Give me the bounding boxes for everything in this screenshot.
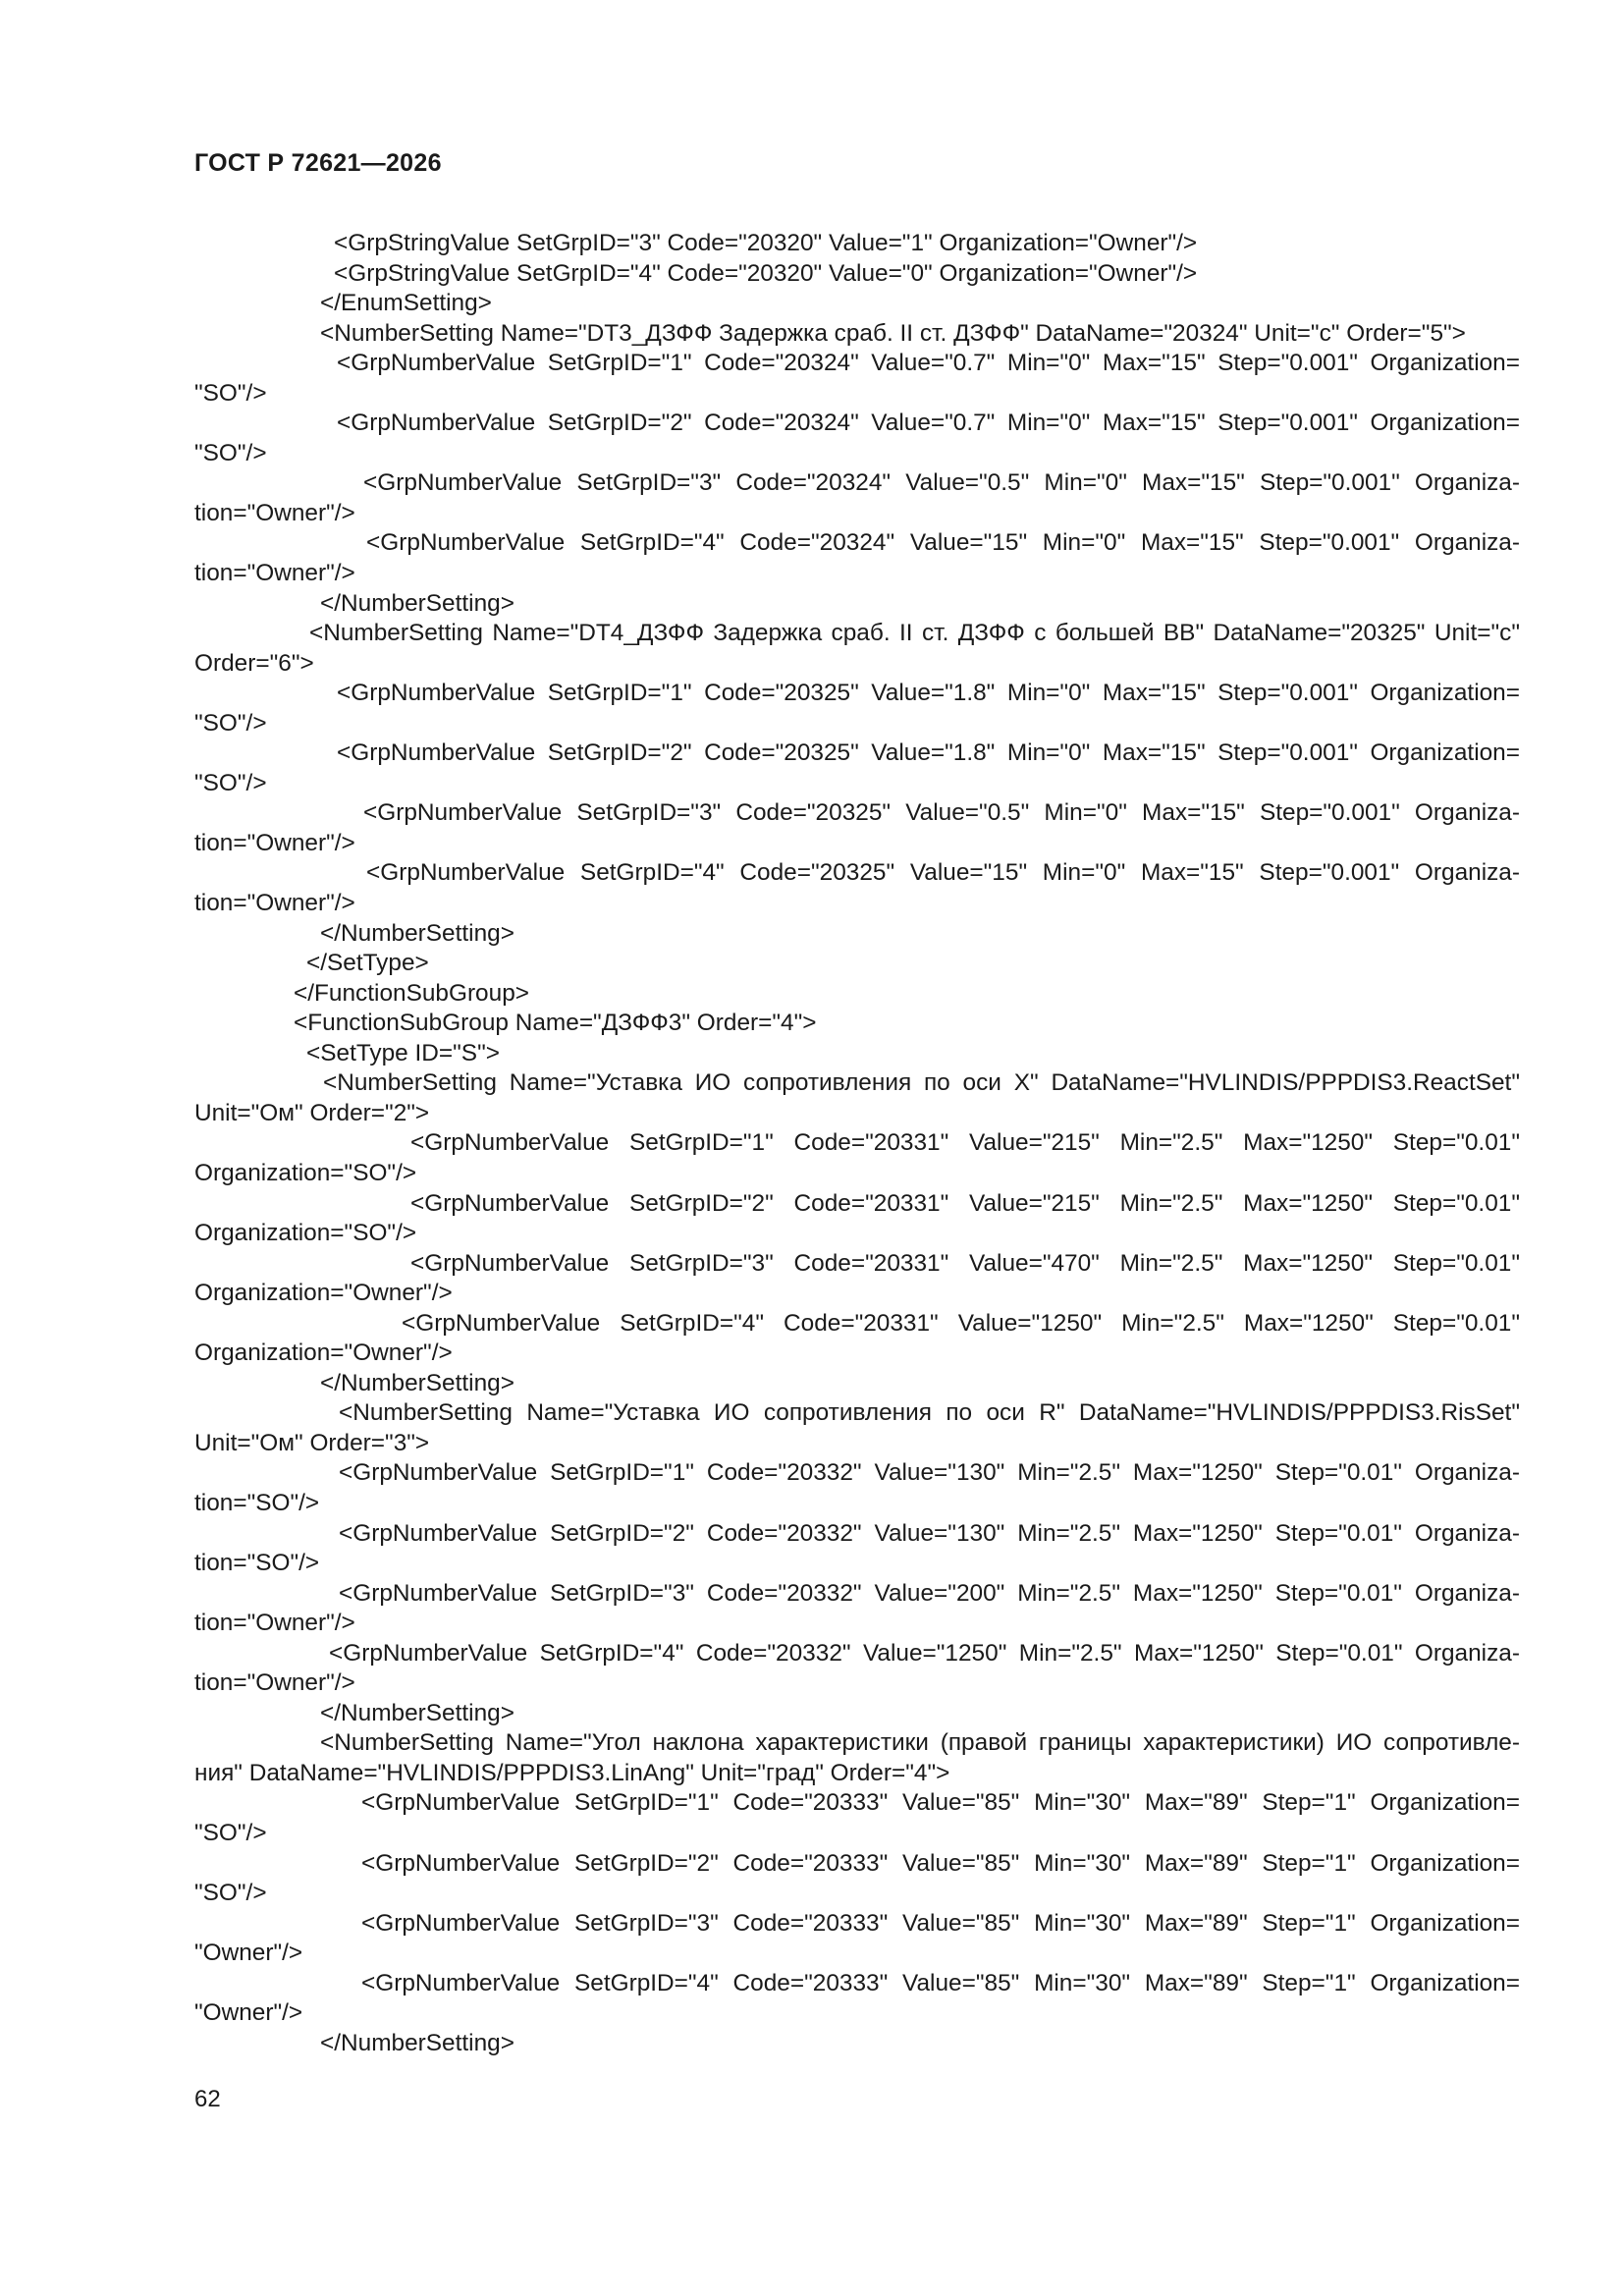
code-line: <NumberSetting Name="DT4_ДЗФФ Задержка сраб. II ст. ДЗФФ с большей ВВ" DataName="20325" Unit="с": [309, 620, 1520, 647]
code-line: Unit="Ом" Order="2">: [194, 1099, 430, 1126]
code-line: tion="Owner"/>: [194, 1669, 355, 1697]
code-line: Unit="Ом" Order="3">: [194, 1429, 430, 1456]
code-line: "Owner"/>: [194, 1999, 303, 2027]
code-line: </FunctionSubGroup>: [294, 979, 530, 1007]
code-line: tion="SO"/>: [194, 1550, 320, 1577]
code-line: "SO"/>: [194, 439, 267, 466]
code-line: </NumberSetting>: [320, 919, 514, 947]
code-line: <GrpNumberValue SetGrpID="3" Code="20333" Value="85" Min="30" Max="89" Step="1" Organization=: [361, 1909, 1520, 1937]
code-line: "SO"/>: [194, 1880, 267, 1907]
code-line: "SO"/>: [194, 379, 267, 407]
code-line: "SO"/>: [194, 769, 267, 796]
code-line: tion="Owner"/>: [194, 890, 355, 917]
code-line: <GrpStringValue SetGrpID="4" Code="20320" Value="0" Organization="Owner"/>: [334, 259, 1198, 287]
code-line: tion="Owner"/>: [194, 560, 355, 587]
code-line: <NumberSetting Name="DT3_ДЗФФ Задержка сраб. II ст. ДЗФФ" DataName="20324" Unit="с" Order="5">: [320, 319, 1466, 347]
code-line: <GrpNumberValue SetGrpID="1" Code="20324" Value="0.7" Min="0" Max="15" Step="0.001" Organization=: [337, 350, 1520, 377]
code-line: Organization="Owner"/>: [194, 1339, 453, 1367]
code-line: </NumberSetting>: [320, 589, 514, 617]
code-line: <GrpNumberValue SetGrpID="2" Code="20332" Value="130" Min="2.5" Max="1250" Step="0.01" Organiza-: [339, 1519, 1520, 1547]
code-line: <FunctionSubGroup Name="ДЗФФ3" Order="4">: [294, 1010, 817, 1037]
code-line: <SetType ID="S">: [306, 1039, 500, 1066]
code-line: "SO"/>: [194, 1819, 267, 1846]
code-line: tion="SO"/>: [194, 1489, 320, 1516]
code-line: <NumberSetting Name="Уставка ИО сопротивления по оси R" DataName="HVLINDIS/PPPDIS3.RisSet": [339, 1399, 1520, 1427]
page-number: 62: [194, 2086, 221, 2112]
code-line: </NumberSetting>: [320, 2029, 514, 2056]
code-line: "Owner"/>: [194, 1940, 303, 1967]
code-line: <GrpNumberValue SetGrpID="3" Code="20331" Value="470" Min="2.5" Max="1250" Step="0.01": [410, 1249, 1520, 1277]
code-line: <GrpNumberValue SetGrpID="4" Code="20325" Value="15" Min="0" Max="15" Step="0.001" Organiza-: [366, 859, 1520, 887]
code-line: <GrpNumberValue SetGrpID="3" Code="20324" Value="0.5" Min="0" Max="15" Step="0.001" Organiza-: [363, 469, 1520, 497]
code-line: </EnumSetting>: [320, 290, 492, 317]
code-line: Organization="SO"/>: [194, 1159, 417, 1186]
code-line: ния" DataName="HVLINDIS/PPPDIS3.LinAng" Unit="град" Order="4">: [194, 1759, 950, 1786]
code-line: </NumberSetting>: [320, 1369, 514, 1396]
code-line: <GrpNumberValue SetGrpID="1" Code="20332" Value="130" Min="2.5" Max="1250" Step="0.01" Organiza-: [339, 1459, 1520, 1487]
code-line: <GrpNumberValue SetGrpID="2" Code="20333" Value="85" Min="30" Max="89" Step="1" Organization=: [361, 1849, 1520, 1877]
code-line: Organization="Owner"/>: [194, 1280, 453, 1307]
code-line: </NumberSetting>: [320, 1699, 514, 1726]
code-line: <GrpNumberValue SetGrpID="1" Code="20325" Value="1.8" Min="0" Max="15" Step="0.001" Organization=: [337, 680, 1520, 707]
document-header-standard-id: ГОСТ Р 72621—2026: [194, 149, 442, 177]
code-line: <NumberSetting Name="Уставка ИО сопротивления по оси X" DataName="HVLINDIS/PPPDIS3.ReactSet": [323, 1069, 1520, 1097]
code-line: <GrpNumberValue SetGrpID="4" Code="20332" Value="1250" Min="2.5" Max="1250" Step="0.01" Organiza-: [329, 1639, 1520, 1667]
code-line: <GrpNumberValue SetGrpID="3" Code="20325" Value="0.5" Min="0" Max="15" Step="0.001" Organiza-: [363, 799, 1520, 827]
code-line: <GrpStringValue SetGrpID="3" Code="20320" Value="1" Organization="Owner"/>: [334, 230, 1198, 256]
code-line: "SO"/>: [194, 709, 267, 737]
code-line: <GrpNumberValue SetGrpID="1" Code="20333" Value="85" Min="30" Max="89" Step="1" Organization=: [361, 1789, 1520, 1817]
code-line: <GrpNumberValue SetGrpID="4" Code="20331" Value="1250" Min="2.5" Max="1250" Step="0.01": [402, 1309, 1520, 1337]
code-line: <GrpNumberValue SetGrpID="2" Code="20331" Value="215" Min="2.5" Max="1250" Step="0.01": [410, 1189, 1520, 1217]
code-line: tion="Owner"/>: [194, 499, 355, 526]
code-line: <GrpNumberValue SetGrpID="1" Code="20331" Value="215" Min="2.5" Max="1250" Step="0.01": [410, 1129, 1520, 1157]
code-line: <GrpNumberValue SetGrpID="3" Code="20332" Value="200" Min="2.5" Max="1250" Step="0.01" Organiza-: [339, 1579, 1520, 1607]
code-line: <GrpNumberValue SetGrpID="4" Code="20333" Value="85" Min="30" Max="89" Step="1" Organization=: [361, 1969, 1520, 1996]
code-line: </SetType>: [306, 950, 429, 977]
code-line: Organization="SO"/>: [194, 1220, 417, 1247]
code-line: <GrpNumberValue SetGrpID="4" Code="20324" Value="15" Min="0" Max="15" Step="0.001" Organiza-: [366, 529, 1520, 557]
code-line: tion="Owner"/>: [194, 1610, 355, 1637]
code-line: Order="6">: [194, 649, 314, 677]
code-line: tion="Owner"/>: [194, 829, 355, 856]
xml-code-listing: [194, 229, 1520, 2058]
code-line: <GrpNumberValue SetGrpID="2" Code="20324" Value="0.7" Min="0" Max="15" Step="0.001" Organization=: [337, 410, 1520, 437]
code-line: <NumberSetting Name="Угол наклона характеристики (правой границы характеристики) ИО сопротивле-: [320, 1729, 1520, 1757]
code-line: <GrpNumberValue SetGrpID="2" Code="20325" Value="1.8" Min="0" Max="15" Step="0.001" Organization=: [337, 739, 1520, 767]
